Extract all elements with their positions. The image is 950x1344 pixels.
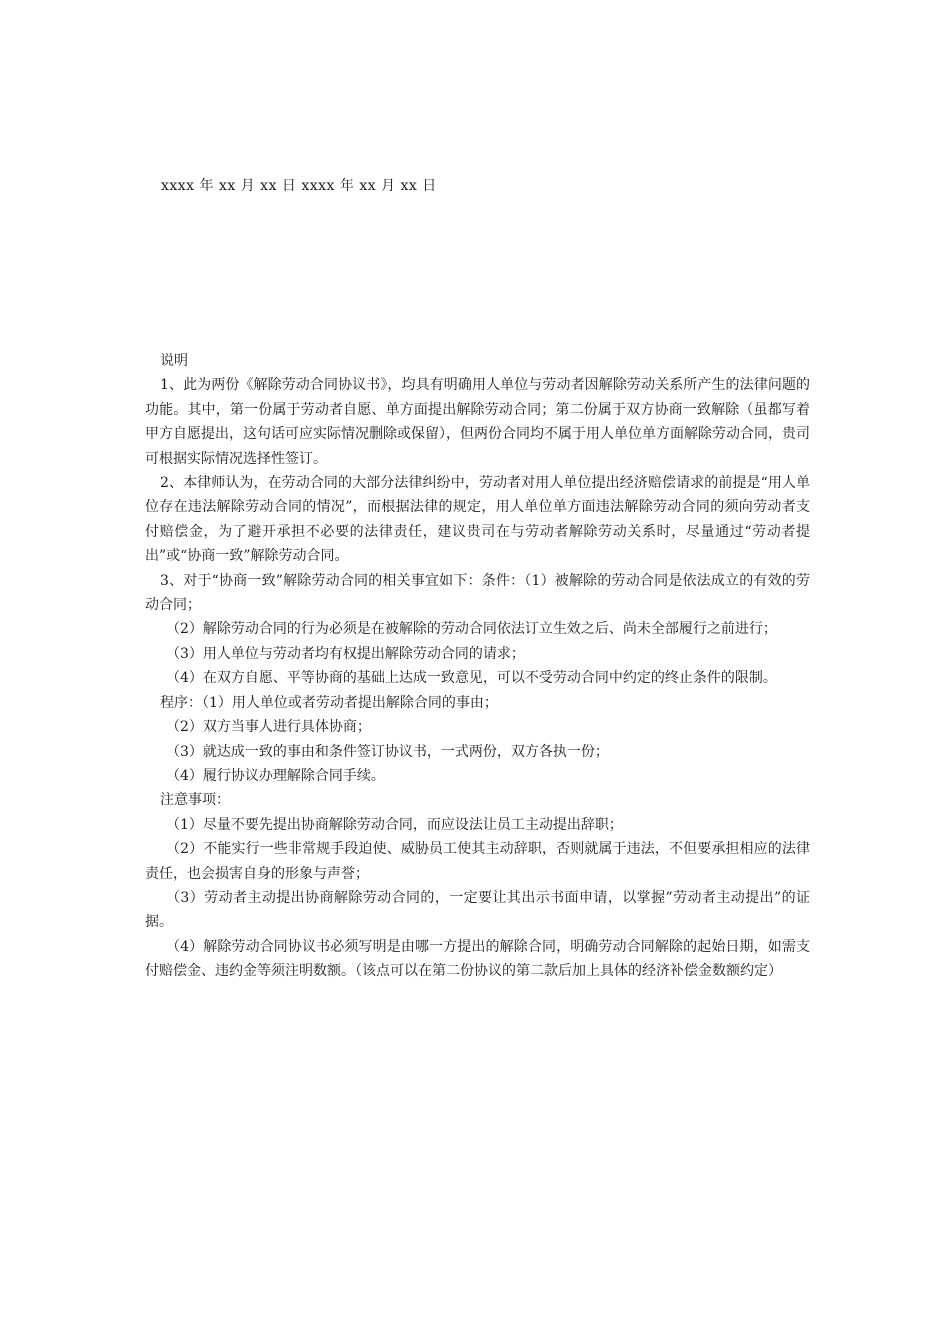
- notes-paragraph: （2）不能实行一些非常规手段迫使、威胁员工使其主动辞职，否则就属于违法，不但要承担相应的法律责任，也会损害自身的形象与声誉；: [145, 841, 810, 882]
- notes-paragraph: （4）解除劳动合同协议书必须写明是由哪一方提出的解除合同，明确劳动合同解除的起始日期，如需支付赔偿金、违约金等须注明数额。（该点可以在第二份协议的第二款后加上具体的经济补偿金数额约定）: [145, 938, 810, 980]
- notes-paragraph: （3）劳动者主动提出协商解除劳动合同的，一定要让其出示书面申请，以掌握”劳动者主动提出”的证据。: [145, 889, 810, 931]
- notes-paragraph: （4）在双方自愿、平等协商的基础上达成一致意见，可以不受劳动合同中约定的终止条件的限制。: [166, 670, 777, 687]
- notes-body: [145, 373, 810, 983]
- notes-paragraph: 1、此为两份《解除劳动合同协议书》，均具有明确用人单位与劳动者因解除劳动关系所产生的法律问题的功能。其中，第一份属于劳动者自愿、单方面提出解除劳动合同；第二份属于双方协商一致解除（虽都写着甲方自愿提出，这句话可应实际情况删除或保留），但两份合同均不属于用人单位单方面解除劳动合同，贵司可根据实际情况选择性签订。: [145, 377, 810, 467]
- notes-paragraph: （3）用人单位与劳动者均有权提出解除劳动合同的请求；: [166, 645, 525, 662]
- notes-section: [145, 349, 810, 984]
- notes-paragraph: （4）履行协议办理解除合同手续。: [166, 767, 385, 784]
- notes-paragraph: 程序：（1）用人单位或者劳动者提出解除合同的事由；: [160, 694, 498, 711]
- notes-paragraph: （2）双方当事人进行具体协商；: [166, 719, 371, 736]
- notes-paragraph: （1）尽量不要先提出协商解除劳动合同，而应设法让员工主动提出辞职；: [166, 816, 623, 833]
- notes-paragraph: 2、本律师认为，在劳动合同的大部分法律纠纷中，劳动者对用人单位提出经济赔偿请求的前提是“用人单位存在违法解除劳动合同的情况”，而根据法律的规定，用人单位单方面违法解除劳动合同的须向劳动者支付赔偿金，为了避开承担不必要的法律责任，建议贵司在与劳动者解除劳动关系时，尽量通过“劳动者提出”或“协商一致”解除劳动合同。: [145, 475, 810, 565]
- notes-paragraph: 注意事项：: [160, 792, 230, 809]
- notes-paragraph: （3）就达成一致的事由和条件签订协议书，一式两份，双方各执一份；: [166, 743, 609, 760]
- signature-date-line: xxxx 年 xx 月 xx 日 xxxx 年 xx 月 xx 日: [161, 178, 437, 194]
- notes-paragraph: 3、对于“协商一致”解除劳动合同的相关事宜如下：条件：（1）被解除的劳动合同是依法成立的有效的劳动合同；: [145, 572, 810, 614]
- notes-paragraph: （2）解除劳动合同的行为必须是在被解除的劳动合同依法订立生效之后、尚未全部履行之前进行；: [166, 621, 777, 638]
- notes-heading: 说明: [160, 353, 188, 369]
